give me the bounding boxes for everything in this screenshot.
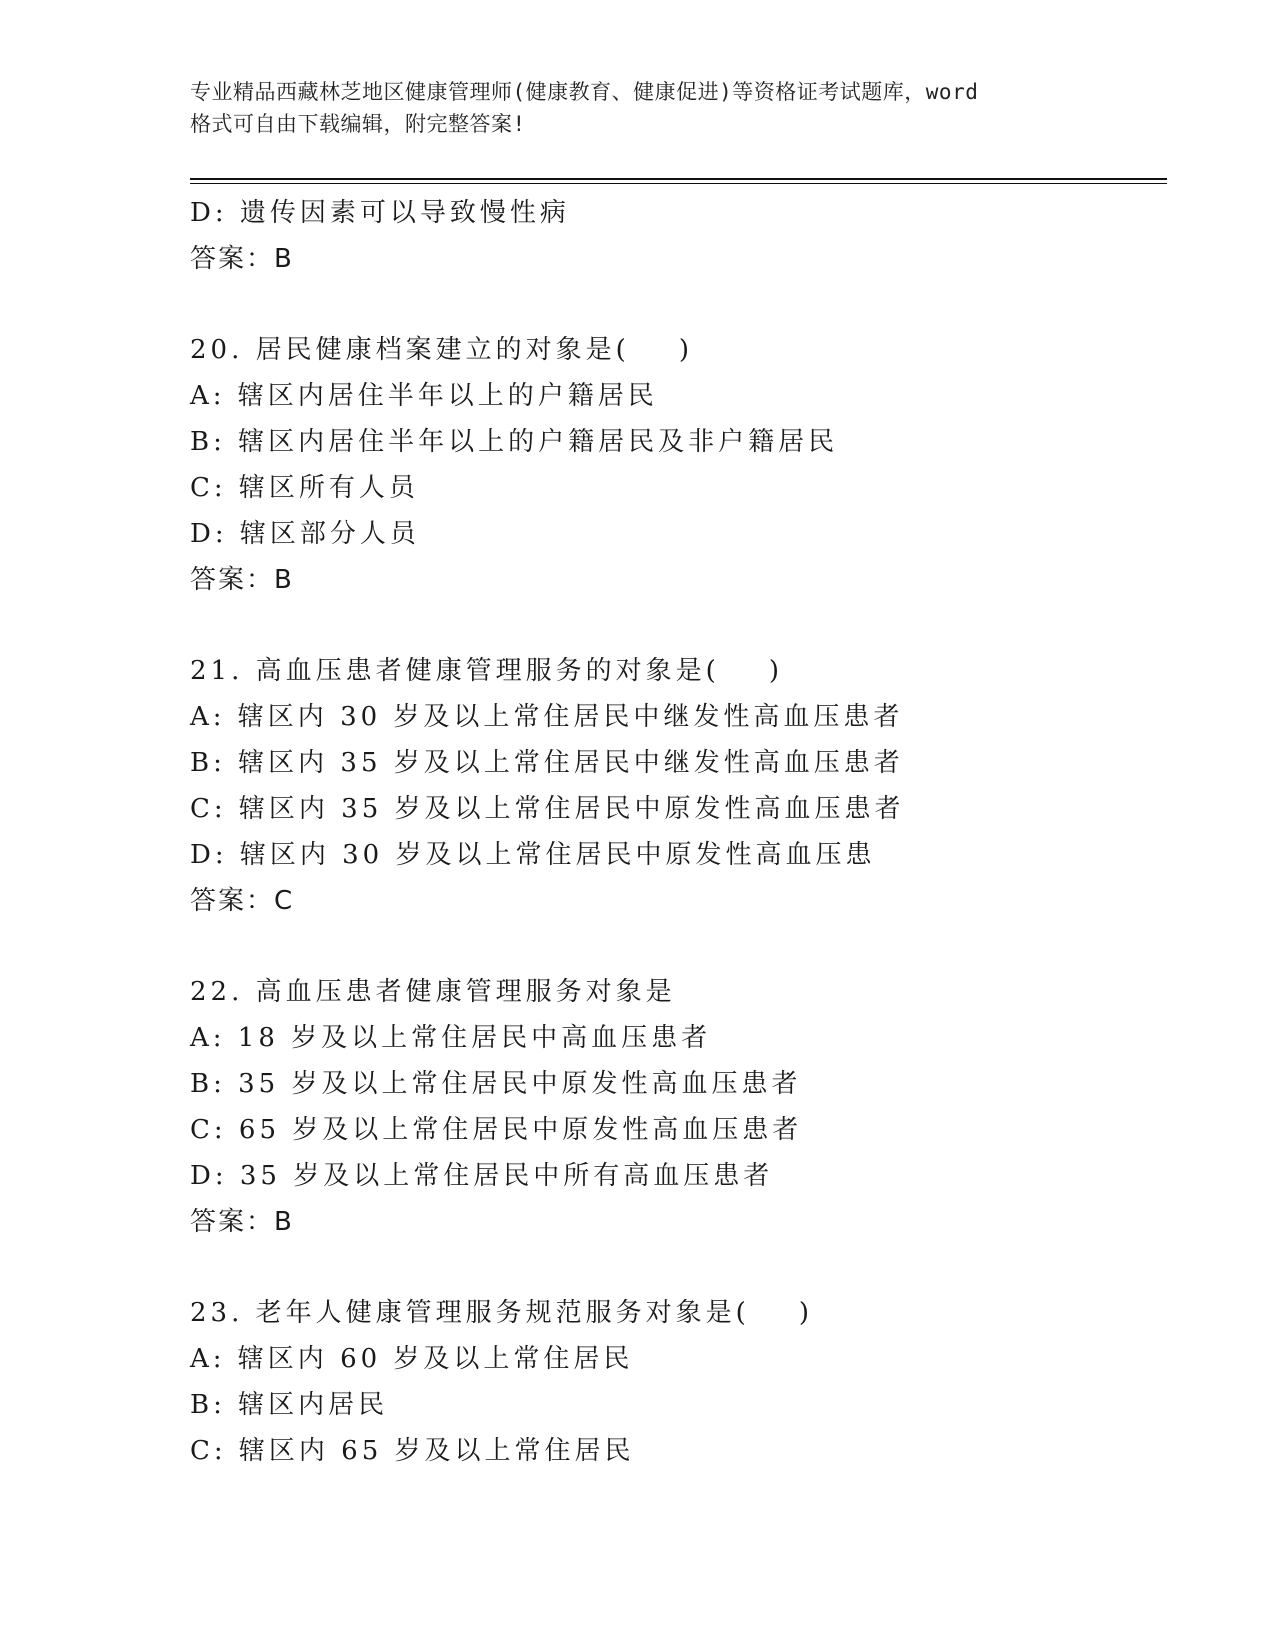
question-stem: 20. 居民健康档案建立的对象是( ) — [190, 335, 693, 365]
answer-key: 答案：B — [190, 1207, 294, 1237]
answer-option: D: 辖区部分人员 — [190, 519, 420, 549]
answer-option: A: 辖区内 30 岁及以上常住居民中继发性高血压患者 — [190, 702, 904, 732]
header-line-2: 格式可自由下载编辑，附完整答案! — [190, 112, 526, 136]
answer-key: 答案：C — [190, 886, 295, 916]
answer-key: 答案：B — [190, 244, 294, 274]
answer-key: 答案：B — [190, 565, 294, 595]
answer-option: D: 遗传因素可以导致慢性病 — [190, 198, 570, 228]
header-divider-thick — [190, 178, 1167, 180]
answer-option: C: 65 岁及以上常住居民中原发性高血压患者 — [190, 1115, 803, 1145]
question-spacer — [190, 924, 1150, 969]
answer-option: A: 18 岁及以上常住居民中高血压患者 — [190, 1023, 712, 1053]
answer-option: C: 辖区所有人员 — [190, 473, 419, 503]
document-header — [190, 76, 1120, 140]
question-stem: 22. 高血压患者健康管理服务对象是 — [190, 977, 676, 1007]
header-divider-thin — [190, 183, 1167, 184]
answer-option: D: 辖区内 30 岁及以上常住居民中原发性高血压患 — [190, 840, 876, 870]
question-stem: 21. 高血压患者健康管理服务的对象是( ) — [190, 656, 783, 686]
question-spacer — [190, 282, 1150, 327]
answer-option: B: 辖区内居民 — [190, 1390, 389, 1420]
answer-option: B: 辖区内 35 岁及以上常住居民中继发性高血压患者 — [190, 748, 904, 778]
answer-option: A: 辖区内 60 岁及以上常住居民 — [190, 1344, 634, 1374]
answer-option: B: 35 岁及以上常住居民中原发性高血压患者 — [190, 1069, 802, 1099]
answer-option: A: 辖区内居住半年以上的户籍居民 — [190, 381, 658, 411]
question-spacer — [190, 1245, 1150, 1290]
answer-option: B: 辖区内居住半年以上的户籍居民及非户籍居民 — [190, 427, 839, 457]
header-line-1: 专业精品西藏林芝地区健康管理师(健康教育、健康促进)等资格证考试题库，word — [190, 80, 979, 104]
question-spacer — [190, 603, 1150, 648]
question-list — [190, 190, 1150, 1474]
answer-option: D: 35 岁及以上常住居民中所有高血压患者 — [190, 1161, 774, 1191]
question-stem: 23. 老年人健康管理服务规范服务对象是( ) — [190, 1298, 813, 1328]
answer-option: C: 辖区内 35 岁及以上常住居民中原发性高血压患者 — [190, 794, 905, 824]
answer-option: C: 辖区内 65 岁及以上常住居民 — [190, 1436, 635, 1466]
